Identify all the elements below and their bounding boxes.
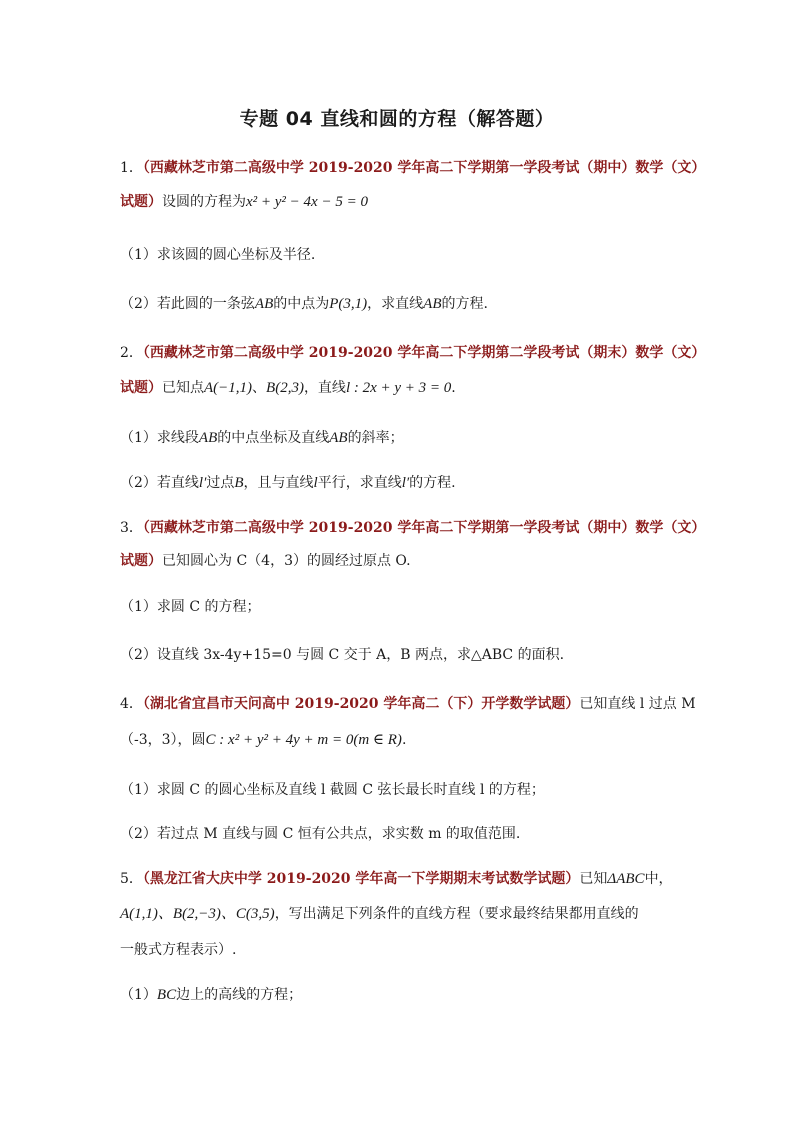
q5-p1-text-a: （1）: [120, 987, 157, 1003]
q1-part-1: （1）求该圆的圆心坐标及半径.: [120, 247, 316, 263]
q2-source-end: 试题）: [120, 380, 162, 396]
q2-p2-line-l: l: [313, 475, 318, 491]
q2-line-1: [120, 343, 706, 363]
q2-part-2: [120, 473, 680, 493]
q2-p2-text-a: （2）若直线: [120, 475, 199, 491]
q1-line-1: [120, 158, 706, 178]
q5-text-2: ，写出满足下列条件的直线方程（要求最终结果都用直线的: [274, 906, 639, 922]
q5-p1-segment: BC: [156, 987, 177, 1003]
q2-p1-segment-2: AB: [329, 430, 348, 446]
q1-p2-text-c: ，求直线: [367, 296, 424, 312]
q3-stem: 已知圆心为 C（4，3）的圆经过原点 O.: [162, 553, 411, 569]
q5-line-3: 一般式方程表示）.: [120, 942, 237, 958]
q2-separator: 、: [252, 380, 267, 396]
q2-point-a: A(−1,1): [204, 380, 253, 396]
q1-p2-text-a: （2）若此圆的一条弦: [120, 296, 255, 312]
q3-number: 3．: [120, 520, 143, 536]
q5-stem: 已知: [579, 871, 608, 887]
q2-number: 2．: [120, 345, 143, 361]
q5-stem-2: 中，: [644, 871, 673, 887]
q5-points: A(1,1)、B(2,−3)、C(3,5): [120, 906, 275, 922]
q1-source-end: 试题）: [120, 194, 162, 210]
q1-p2-text-d: 的方程.: [441, 296, 488, 312]
q1-p2-segment-2: AB: [423, 296, 442, 312]
q1-stem: 设圆的方程为: [162, 194, 246, 210]
q3-source: （西藏林芝市第二高级中学 2019-2020 学年高二下学期第一学段考试（期中）数学（文）: [142, 520, 706, 536]
q4-number: 4．: [120, 696, 143, 712]
q5-line-1: [120, 869, 680, 889]
q4-part-1: （1）求圆 C 的圆心坐标及直线 l 截圆 C 弦长最长时直线 l 的方程；: [120, 782, 545, 798]
q1-part-2: [120, 294, 680, 314]
q2-p1-text-a: （1）求线段: [120, 430, 199, 446]
q3-part-1: （1）求圆 C 的方程；: [120, 599, 261, 615]
q2-p2-line-prime: l′: [198, 475, 207, 491]
q3-part-2: （2）设直线 3x-4y+15=0 与圆 C 交于 A，B 两点，求△ABC 的面积.: [120, 647, 565, 663]
q2-line-2: [120, 378, 680, 398]
q4-source: （湖北省宜昌市天问高中 2019-2020 学年高二（下）开学数学试题）: [142, 696, 580, 712]
q2-stem: 已知点: [162, 380, 204, 396]
q4-circle-equation: C : x² + y² + 4y + m = 0(m ∈ R): [205, 732, 402, 748]
q1-p2-point: P(3,1): [329, 296, 368, 312]
q2-stem-2: ，直线: [303, 380, 346, 396]
q4-text-a: （-3，3），圆: [120, 732, 206, 748]
q4-line-1: [120, 694, 696, 714]
q2-p1-text-b: 的中点坐标及直线: [217, 430, 330, 446]
q2-point-b: B(2,3): [266, 380, 304, 396]
q1-line-2: [120, 192, 680, 212]
q4-stem: 已知直线 l 过点 M: [579, 696, 696, 712]
q4-text-b: .: [401, 732, 407, 748]
q1-equation: x² + y² − 4x − 5 = 0: [246, 194, 368, 210]
q1-p2-segment: AB: [254, 296, 274, 312]
q5-line-2: [120, 904, 680, 924]
q4-part-2: （2）若过点 M 直线与圆 C 恒有公共点，求实数 m 的取值范围.: [120, 826, 521, 842]
q2-p1-segment: AB: [198, 430, 218, 446]
q1-number: 1．: [120, 160, 143, 176]
q3-line-1: [120, 518, 706, 538]
q5-source: （黑龙江省大庆中学 2019-2020 学年高一下学期期末考试数学试题）: [142, 871, 580, 887]
q2-p2-point-b: B: [234, 475, 244, 491]
q2-line-equation: l : 2x + y + 3 = 0: [345, 380, 452, 396]
q2-p2-text-d: 平行，求直线: [317, 475, 402, 491]
q1-source: （西藏林芝市第二高级中学 2019-2020 学年高二下学期第一学段考试（期中）数学（文）: [142, 160, 706, 176]
q5-number: 5．: [120, 871, 143, 887]
q2-source: （西藏林芝市第二高级中学 2019-2020 学年高二下学期第二学段考试（期末）数学（文）: [142, 345, 706, 361]
q2-p2-line-prime-2: l′: [401, 475, 410, 491]
q2-stem-end: .: [451, 380, 456, 396]
q3-line-2: [120, 551, 680, 571]
page-title: 专题 04 直线和圆的方程（解答题）: [239, 108, 555, 130]
q5-part-1: [120, 985, 680, 1005]
q3-source-end: 试题）: [120, 553, 162, 569]
q2-part-1: [120, 428, 680, 448]
q1-p2-text-b: 的中点为: [273, 296, 330, 312]
q4-line-2: [120, 730, 680, 750]
q5-triangle: ΔABC: [607, 871, 645, 887]
q2-p2-text-c: ，且与直线: [243, 475, 314, 491]
q2-p1-text-c: 的斜率；: [347, 430, 404, 446]
q2-p2-text-b: 过点: [206, 475, 235, 491]
q5-p1-text-b: 边上的高线的方程；: [176, 987, 303, 1003]
q2-p2-text-e: 的方程.: [409, 475, 456, 491]
